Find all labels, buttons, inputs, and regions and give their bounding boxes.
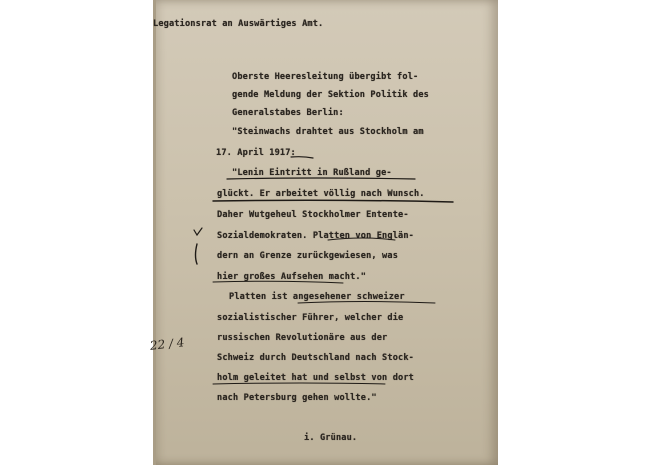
underline-mark-3 [213, 200, 453, 202]
text-line-8: Daher Wutgeheul Stockholmer Entente- [217, 210, 409, 220]
text-line-3: Generalstabes Berlin: [232, 108, 344, 118]
text-line-7: glückt. Er arbeitet völlig nach Wunsch. [217, 189, 425, 199]
ink-annotations [153, 0, 498, 465]
document-header: Legationsrat an Auswärtiges Amt. [153, 19, 324, 29]
margin-tick-mark [194, 228, 202, 235]
underline-mark-2 [227, 178, 415, 179]
underline-mark-4 [328, 238, 395, 240]
underline-mark-7 [213, 383, 385, 384]
margin-bracket-mark [196, 244, 198, 264]
text-line-9: Sozialdemokraten. Platten von Englän- [217, 231, 414, 241]
text-line-16: holm geleitet hat und selbst von dort [217, 373, 414, 383]
text-line-2: gende Meldung der Sektion Politik des [232, 90, 429, 100]
text-line-14: russischen Revolutionäre aus der [217, 333, 388, 343]
text-line-12: Platten ist angesehener schweizer [229, 292, 405, 302]
text-line-1: Oberste Heeresleitung übergibt fol- [232, 72, 419, 82]
document-page [153, 0, 498, 465]
text-line-5: 17. April 1917: [216, 148, 296, 158]
underline-mark-1 [291, 157, 313, 158]
margin-note-text: 22 / 4 [149, 335, 186, 353]
text-line-4: "Steinwachs drahtet aus Stockholm am [232, 127, 424, 137]
text-line-17: nach Petersburg gehen wollte." [217, 393, 377, 403]
text-line-6: "Lenin Eintritt in Rußland ge- [232, 168, 392, 178]
text-line-15: Schweiz durch Deutschland nach Stock- [217, 353, 414, 363]
text-line-13: sozialistischer Führer, welcher die [217, 313, 404, 323]
underline-mark-5 [213, 281, 343, 283]
margin-note-handwriting [148, 335, 186, 376]
signature-line: i. Grünau. [304, 433, 358, 443]
text-line-10: dern an Grenze zurückgewiesen, was [217, 251, 399, 261]
text-line-11: hier großes Aufsehen macht." [217, 272, 367, 282]
underline-mark-6 [298, 302, 435, 304]
